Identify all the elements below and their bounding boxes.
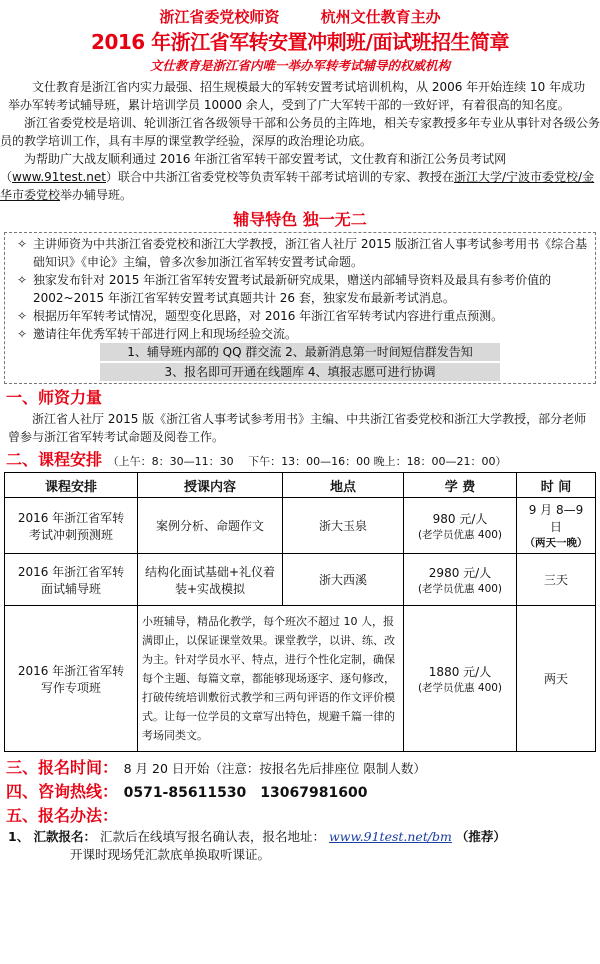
feature-item xyxy=(11,271,589,307)
fee-cell xyxy=(404,606,517,752)
feature-item xyxy=(11,235,589,271)
registration-time-row xyxy=(6,756,594,780)
fee-discount: (老学员优惠 400) xyxy=(417,528,503,541)
diamond-bullet-icon: ✧ xyxy=(16,237,28,251)
hotline-row xyxy=(6,780,594,804)
intro-paragraph-1: 文仕教育是浙江省内实力最强、招生规模最大的军转安置考试培训机构，从 2006 年开始连续 10 年成功举办军转考试辅导班，累计培训学员 10000 余人，受到了广大军转干部的一致好评，有着很高的知名度。 xyxy=(8,80,586,112)
method-text: 汇款后在线填写报名确认表，报名地址： xyxy=(100,829,326,844)
course-name-line: 2016 年浙江省军转 xyxy=(17,663,125,678)
course-cell xyxy=(5,606,138,752)
fee-amount: 980 元/人 xyxy=(432,511,488,526)
page-subtitle: 文仕教育是浙江省内唯一举办军转考试辅导的权威机构 xyxy=(149,58,450,73)
diamond-bullet-icon: ✧ xyxy=(16,273,28,287)
registration-time-heading: 三、报名时间： xyxy=(6,758,119,777)
fee-discount: (老学员优惠 400) xyxy=(417,681,503,694)
column-header: 授课内容 xyxy=(138,473,283,498)
course-name-line: 2016 年浙江省军转 xyxy=(17,564,125,579)
hotline-number[interactable]: 0571-85611530 13067981600 xyxy=(123,785,368,801)
benefit-bar-2: 3、报名即可开通在线题库 4、填报志愿可进行协调 xyxy=(100,363,500,381)
column-header: 学 费 xyxy=(404,473,517,498)
method-line-2: 开课时现场凭汇款底单换取听课证。 xyxy=(70,847,271,862)
registration-link[interactable]: www.91test.net/bm xyxy=(329,829,452,844)
registration-time-text: 8 月 20 日开始（注意：按报名先后排座位 限制人数） xyxy=(123,761,426,776)
features-heading: 辅导特色 独一无二 xyxy=(233,210,367,229)
method-note: （推荐） xyxy=(455,829,506,844)
method-heading: 五、报名办法： xyxy=(6,806,119,825)
fee-cell xyxy=(404,554,517,606)
schedule-heading: 二、课程安排 xyxy=(6,450,103,469)
course-name-line: 面试辅导班 xyxy=(40,581,101,596)
intro-section xyxy=(0,78,600,204)
feature-item xyxy=(11,307,589,325)
fee-discount: (老学员优惠 400) xyxy=(417,582,503,595)
content-cell: 结构化面试基础+礼仪着装+实战模拟 xyxy=(138,554,283,606)
header-org-line xyxy=(0,0,600,28)
method-label: 1、 汇款报名： xyxy=(8,829,97,844)
feature-text: 独家发布针对 2015 年浙江省军转安置考试最新研究成果，赠送内部辅导资料及最具有参考价值的 2002~2015 年浙江省军转安置考试真题共计 26 套，独家发布最新考试消息。 xyxy=(33,273,552,305)
fee-amount: 1880 元/人 xyxy=(428,664,492,679)
column-header: 时 间 xyxy=(517,473,596,498)
header-left-text: 浙江省委党校师资 xyxy=(159,8,280,26)
venue-list: 浙江大学/宁波市委党校/金华市委党校 xyxy=(0,170,595,202)
place-cell: 浙大西溪 xyxy=(283,554,404,606)
hotline-heading: 四、咨询热线： xyxy=(6,782,119,801)
intro-paragraph-2: 浙江省委党校是培训、轮训浙江省各级领导干部和公务员的主阵地，相关专家教授多年专业从事针对各级公务员的教学培训工作，具有丰厚的课堂教学经验，深厚的政治理论功底。 xyxy=(0,116,600,148)
course-name-line: 2016 年浙江省军转 xyxy=(17,510,125,525)
time-line: 9 月 8—9 日 xyxy=(528,503,584,534)
column-header: 地点 xyxy=(283,473,404,498)
course-cell xyxy=(5,554,138,606)
course-cell xyxy=(5,498,138,554)
intro-p3-part-c: 举办辅导班。 xyxy=(60,188,133,202)
content-cell: 案例分析、命题作文 xyxy=(138,498,283,554)
table-header-row xyxy=(5,473,596,498)
column-header: 课程安排 xyxy=(5,473,138,498)
time-note: （两天一晚） xyxy=(524,537,588,549)
table-row xyxy=(5,498,596,554)
time-cell: 三天 xyxy=(517,554,596,606)
teachers-heading: 一、师资力量 xyxy=(6,388,103,407)
feature-item xyxy=(11,325,589,343)
feature-text: 邀请往年优秀军转干部进行网上和现场经验交流。 xyxy=(33,327,298,341)
teachers-text: 浙江省人社厅 2015 版《浙江省人事考试参考用书》主编、中共浙江省委党校和浙江大学教授，部分老师曾参与浙江省军转考试命题及阅卷工作。 xyxy=(8,412,587,444)
page-title: 2016 年浙江省军转安置冲刺班/面试班招生简章 xyxy=(91,30,509,54)
table-row xyxy=(5,606,596,752)
method-line xyxy=(8,828,592,846)
intro-p3-part-a: 为帮助广大战友顺利通过 2016 年浙江省军转干部安置考试，文仕教育和浙江公务员考试网（ xyxy=(0,152,507,184)
intro-paragraph-3 xyxy=(0,150,600,204)
time-cell: 两天 xyxy=(517,606,596,752)
time-cell xyxy=(517,498,596,554)
schedule-heading-row xyxy=(6,448,594,472)
feature-text: 主讲师资为中共浙江省委党校和浙江大学教授，浙江省人社厅 2015 版浙江省人事考试参考用书《综合基础知识》《申论》主编，曾多次参加浙江省军转安置考试命题。 xyxy=(33,237,588,269)
course-name-line: 写作专项班 xyxy=(40,680,101,695)
diamond-bullet-icon: ✧ xyxy=(16,327,28,341)
features-box xyxy=(4,232,596,384)
fee-amount: 2980 元/人 xyxy=(428,565,492,580)
schedule-table xyxy=(4,472,596,752)
course-name-line: 考试冲刺预测班 xyxy=(28,527,113,542)
benefit-bar-1: 1、辅导班内部的 QQ 群交流 2、最新消息第一时间短信群发告知 xyxy=(100,343,500,361)
website-link[interactable]: www.91test.net xyxy=(12,170,106,184)
content-cell: 小班辅导，精品化教学，每个班次不超过 10 人，报满即止，以保证课堂效果。课堂教学，以讲、练、改为主。针对学员水平、特点，进行个性化定制，确保每个主题、每篇文章，都能够现场逐字、逐句修改，打破传统培训敷衍式教学和三两句评语的作文评价模式。让每一位学员的文章写出特色，规避千篇一律的考场同类文。 xyxy=(138,606,404,752)
diamond-bullet-icon: ✧ xyxy=(16,309,28,323)
fee-cell xyxy=(404,498,517,554)
feature-text: 根据历年军转考试情况，题型变化思路，对 2016 年浙江省军转考试内容进行重点预测。 xyxy=(33,309,504,323)
table-row xyxy=(5,554,596,606)
place-cell: 浙大玉泉 xyxy=(283,498,404,554)
intro-p3-part-b: ）联合中共浙江省委党校等负责军转干部考试培训的专家、教授在 xyxy=(106,170,455,184)
schedule-times: （上午：8：30—11：30 下午：13：00—16：00 晚上：18：00—21：00） xyxy=(107,455,507,468)
header-right-text: 杭州文仕教育主办 xyxy=(320,8,441,26)
